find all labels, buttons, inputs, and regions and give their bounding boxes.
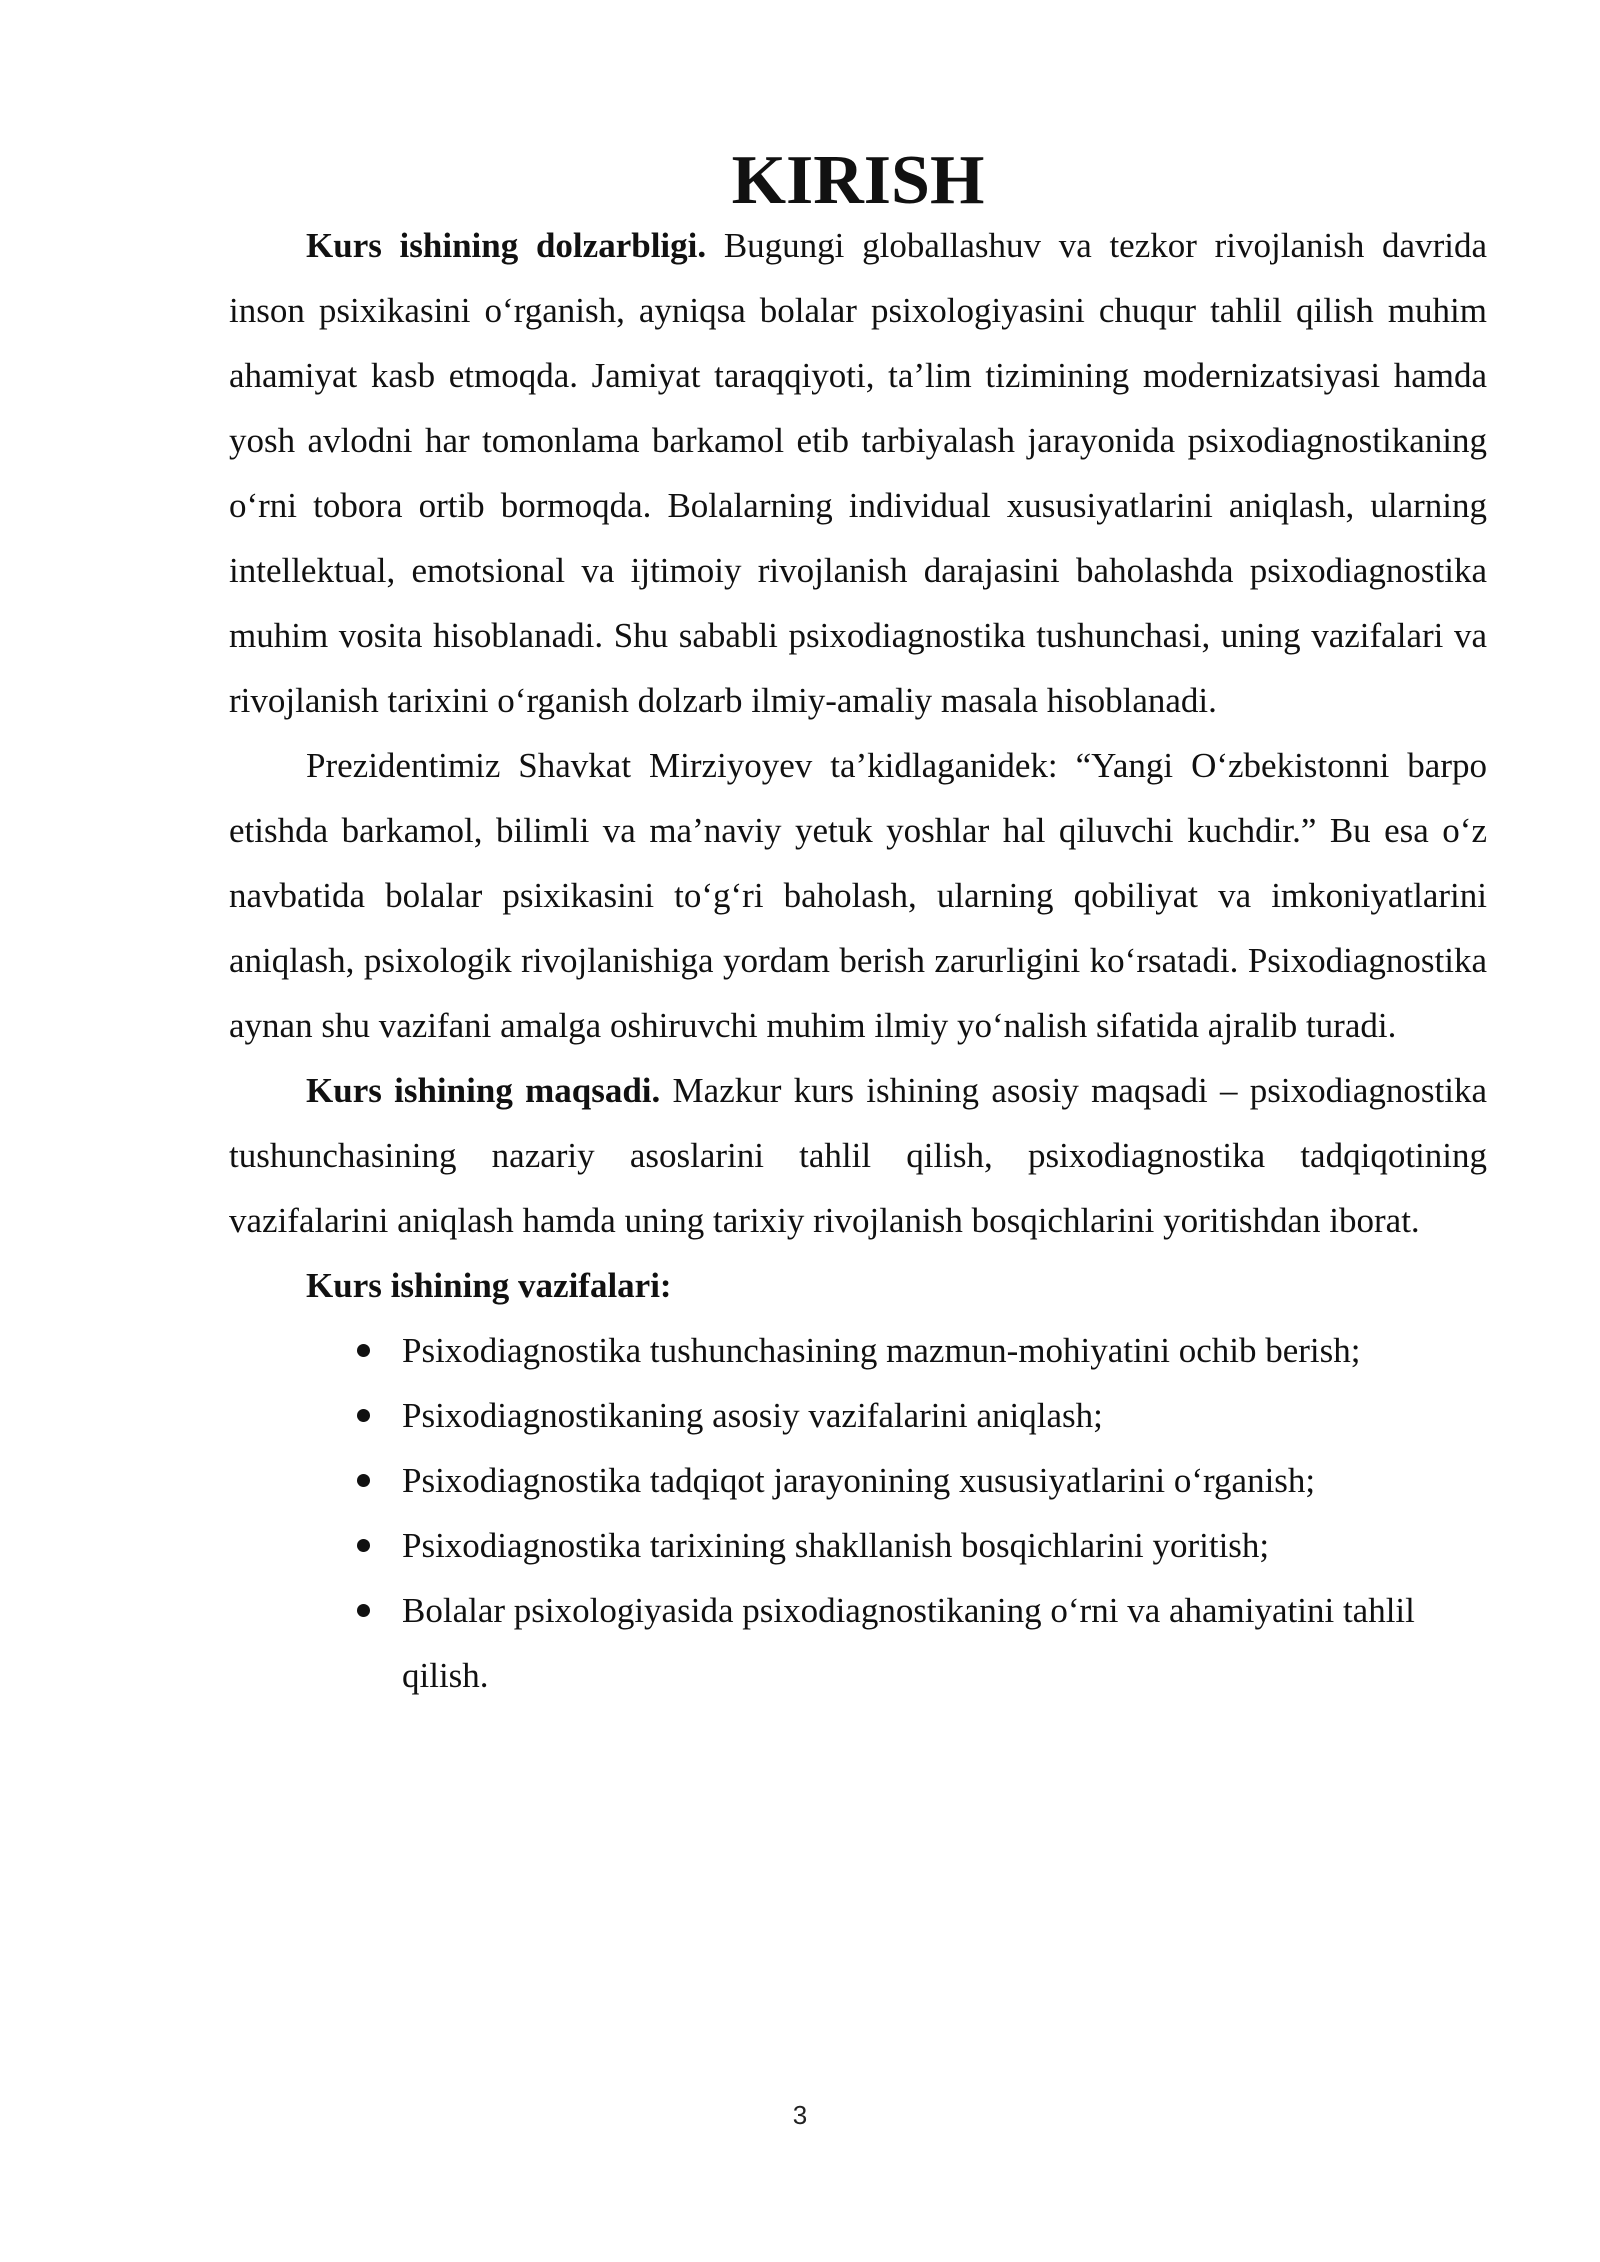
list-item-text: Psixodiagnostika tadqiqot jarayonining xususiyatlarini o‘rganish; <box>402 1461 1316 1500</box>
page-title: KIRISH <box>731 142 985 219</box>
goal-lead: Kurs ishining maqsadi. <box>306 1071 661 1110</box>
relevance-paragraph <box>229 213 1487 733</box>
relevance-text: Bugungi globallashuv va tezkor rivojlanish davrida inson psixikasini o‘rganish, ayniqsa bolalar psixologiyasini chuqur tahlil qilish muhim ahamiyat kasb etmoqda. Jamiyat taraqqiyoti, ta’lim tizimining modernizatsiyasi hamda yosh avlodni har tomonlama barkamol etib tarbiyalash jarayonida psixodiagnostikaning o‘rni tobora ortib bormoqda. Bolalarning individual xususiyatlarini aniqlash, ularning intellektual, emotsional va ijtimoiy rivojlanish darajasini baholashda psixodiagnostika muhim vosita hisoblanadi. Shu sababli psixodiagnostika tushunchasi, uning vazifalari va rivojlanish tarixini o‘rganish dolzarb ilmiy-amaliy masala hisoblanadi. <box>229 226 1487 720</box>
list-item <box>229 1448 1487 1513</box>
list-item <box>229 1578 1487 1708</box>
list-item <box>229 1318 1487 1383</box>
bullet-icon <box>357 1344 370 1357</box>
page-content <box>229 142 1487 1708</box>
page-number: 3 <box>792 2100 808 2130</box>
list-item-text: Psixodiagnostika tushunchasining mazmun-mohiyatini ochib berish; <box>402 1331 1361 1370</box>
bullet-icon <box>357 1539 370 1552</box>
goal-text: Mazkur kurs ishining asosiy maqsadi – psixodiagnostika tushunchasining nazariy asoslarini tahlil qilish, psixodiagnostika tadqiqotining vazifalarini aniqlash hamda uning tarixiy rivojlanish bosqichlarini yoritishdan iborat. <box>229 1071 1487 1240</box>
relevance-lead: Kurs ishining dolzarbligi. <box>306 226 707 265</box>
president-quote-paragraph: Prezidentimiz Shavkat Mirziyoyev ta’kidlaganidek: “Yangi O‘zbekistonni barpo etishda barkamol, bilimli va ma’naviy yetuk yoshlar hal qiluvchi kuchdir.” Bu esa o‘z navbatida bolalar psixikasini to‘g‘ri baholash, ularning qobiliyat va imkoniyatlarini aniqlash, psixologik rivojlanishiga yordam berish zarurligini ko‘rsatadi. Psixodiagnostika aynan shu vazifani amalga oshiruvchi muhim ilmiy yo‘nalish sifatida ajralib turadi. <box>229 746 1487 1045</box>
bullet-icon <box>357 1409 370 1422</box>
list-item-text: Psixodiagnostikaning asosiy vazifalarini aniqlash; <box>402 1396 1103 1435</box>
list-item <box>229 1383 1487 1448</box>
bullet-icon <box>357 1474 370 1487</box>
list-item <box>229 1513 1487 1578</box>
goal-paragraph <box>229 1058 1487 1253</box>
list-item-text: Bolalar psixologiyasida psixodiagnostikaning o‘rni va ahamiyatini tahlil qilish. <box>402 1591 1415 1695</box>
tasks-list <box>229 1318 1487 1708</box>
list-item-text: Psixodiagnostika tarixining shakllanish bosqichlarini yoritish; <box>402 1526 1270 1565</box>
tasks-heading: Kurs ishining vazifalari: <box>306 1266 672 1305</box>
bullet-icon <box>357 1604 370 1617</box>
